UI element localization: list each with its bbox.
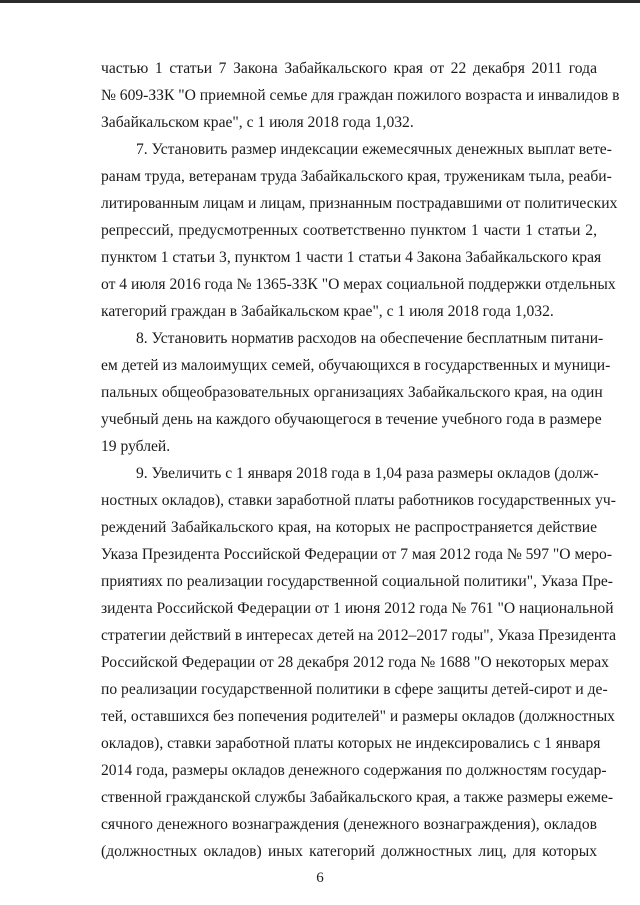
text-line: реждений Забайкальского края, на которых не распространяется действие	[101, 519, 597, 536]
text-line: категорий граждан в Забайкальском крае", с 1 июля 2018 года 1,032.	[101, 303, 554, 320]
text-line: 7. Установить размер индексации ежемесячных денежных выплат вете-	[136, 141, 612, 158]
text-line: тей, оставшихся без попечения родителей" и размеры окладов (должностных	[101, 708, 615, 725]
text-line: литированным лицам и лицам, признанным пострадавшими от политических	[101, 195, 618, 212]
text-line: 9. Увеличить с 1 января 2018 года в 1,04 раза размеры окладов (долж-	[136, 465, 599, 482]
text-line: стратегии действий в интересах детей на 2012–2017 годы", Указа Президента	[101, 627, 617, 644]
text-line: (должностных окладов) иных категорий должностных лиц, для которых	[101, 843, 597, 860]
text-line: 19 рублей.	[101, 438, 171, 455]
text-line: № 609-ЗЗК "О приемной семье для граждан пожилого возраста и инвалидов в	[101, 87, 620, 104]
text-line: ственной гражданской службы Забайкальского края, а также размеры ежеме-	[101, 789, 614, 806]
text-line: от 4 июля 2016 года № 1365-ЗЗК "О мерах социальной поддержки отдельных	[101, 276, 616, 293]
text-line: Указа Президента Российской Федерации от 7 мая 2012 года № 597 "О меро-	[101, 546, 613, 563]
text-line: по реализации государственной политики в сфере защиты детей-сирот и де-	[101, 681, 608, 698]
text-line: ностных окладов), ставки заработной платы работников государственных уч-	[101, 492, 616, 509]
text-line: ранам труда, ветеранам труда Забайкальского края, труженикам тыла, реаби-	[101, 168, 612, 185]
top-border	[0, 0, 640, 3]
text-line: приятиях по реализации государственной социальной политики", Указа Пре-	[101, 573, 614, 590]
text-line: Забайкальском крае", с 1 июля 2018 года 1,032.	[101, 114, 414, 131]
text-line: репрессий, предусмотренных соответственно пунктом 1 части 1 статьи 2,	[101, 222, 597, 239]
text-line: ем детей из малоимущих семей, обучающихся в государственных и муници-	[101, 357, 611, 374]
text-line: частью 1 статьи 7 Закона Забайкальского края от 22 декабря 2011 года	[101, 60, 597, 77]
text-line: учебный день на каждого обучающегося в течение учебного года в размере	[101, 411, 602, 428]
text-line: сячного денежного вознаграждения (денежного вознаграждения), окладов	[101, 816, 597, 833]
text-line: 2014 года, размеры окладов денежного содержания по должностям государ-	[101, 762, 607, 779]
text-line: пальных общеобразовательных организациях Забайкальского края, на один	[101, 384, 603, 401]
text-line: пунктом 1 статьи 3, пунктом 1 части 1 статьи 4 Закона Забайкальского края	[101, 249, 602, 266]
text-line: 8. Установить норматив расходов на обеспечение бесплатным питани-	[136, 330, 604, 347]
text-line: зидента Российской Федерации от 1 июня 2012 года № 761 "О национальной	[101, 600, 614, 617]
page-number: 6	[316, 870, 324, 886]
text-line: Российской Федерации от 28 декабря 2012 года № 1688 "О некоторых мерах	[101, 654, 609, 671]
text-line: окладов), ставки заработной платы которых не индексировались с 1 января	[101, 735, 601, 752]
